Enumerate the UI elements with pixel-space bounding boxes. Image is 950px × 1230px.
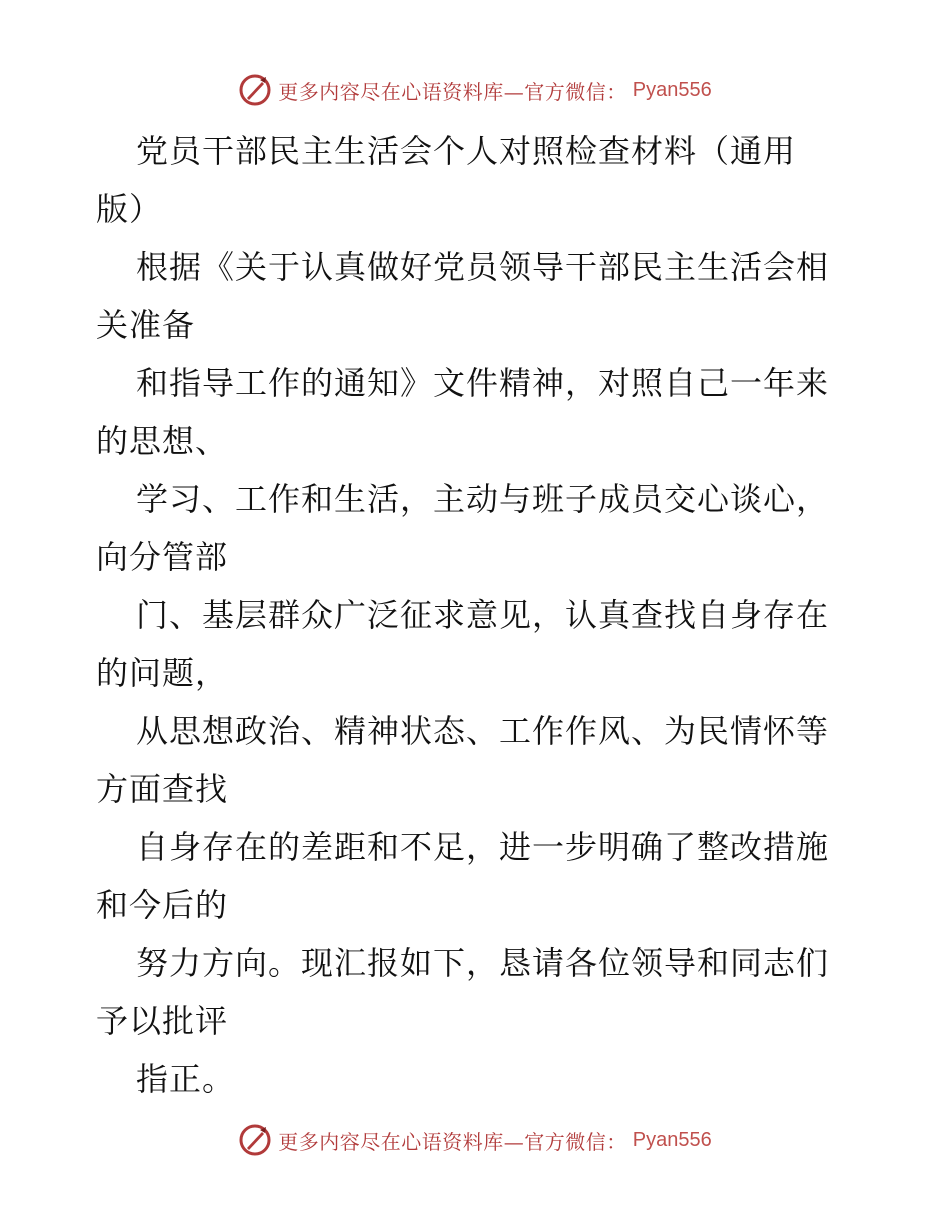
footer-brand-text: 更多内容尽在心语资料库—官方微信： [278,1129,627,1154]
document-text-line: 予以批评 [96,1002,229,1040]
document-text-line: 自身存在的差距和不足，进一步明确了整改措施 [136,828,830,866]
quill-logo-icon [238,73,272,107]
footer-wechat-id: Pyan556 [632,1128,712,1151]
footer-banner [0,1120,950,1160]
document-text-line: 努力方向。现汇报如下，恳请各位领导和同志们 [136,944,830,982]
document-text-line: 和指导工作的通知》文件精神，对照自己一年来 [136,364,830,402]
document-text-line: 根据《关于认真做好党员领导干部民主生活会相 [136,248,830,286]
document-text-line: 指正。 [136,1060,236,1098]
quill-logo-icon [238,1123,272,1157]
document-text-line: 的思想、 [96,422,229,460]
document-text-line: 从思想政治、精神状态、工作作风、为民情怀等 [136,712,830,750]
document-text-line: 向分管部 [96,538,229,576]
document-text-line: 关准备 [96,306,196,344]
header-wechat-id: Pyan556 [632,78,712,101]
document-text-line: 学习、工作和生活，主动与班子成员交心谈心， [136,480,830,518]
document-text-line: 方面查找 [96,770,229,808]
document-text-line: 和今后的 [96,886,229,924]
document-text-line: 门、基层群众广泛征求意见，认真查找自身存在 [136,596,830,634]
document-text-line: 版） [96,190,163,228]
document-title-line: 党员干部民主生活会个人对照检查材料（通用 [136,132,797,170]
header-brand-text: 更多内容尽在心语资料库—官方微信： [278,79,627,104]
document-body [96,122,856,1108]
header-banner [0,70,950,110]
document-text-line: 的问题， [96,654,229,692]
